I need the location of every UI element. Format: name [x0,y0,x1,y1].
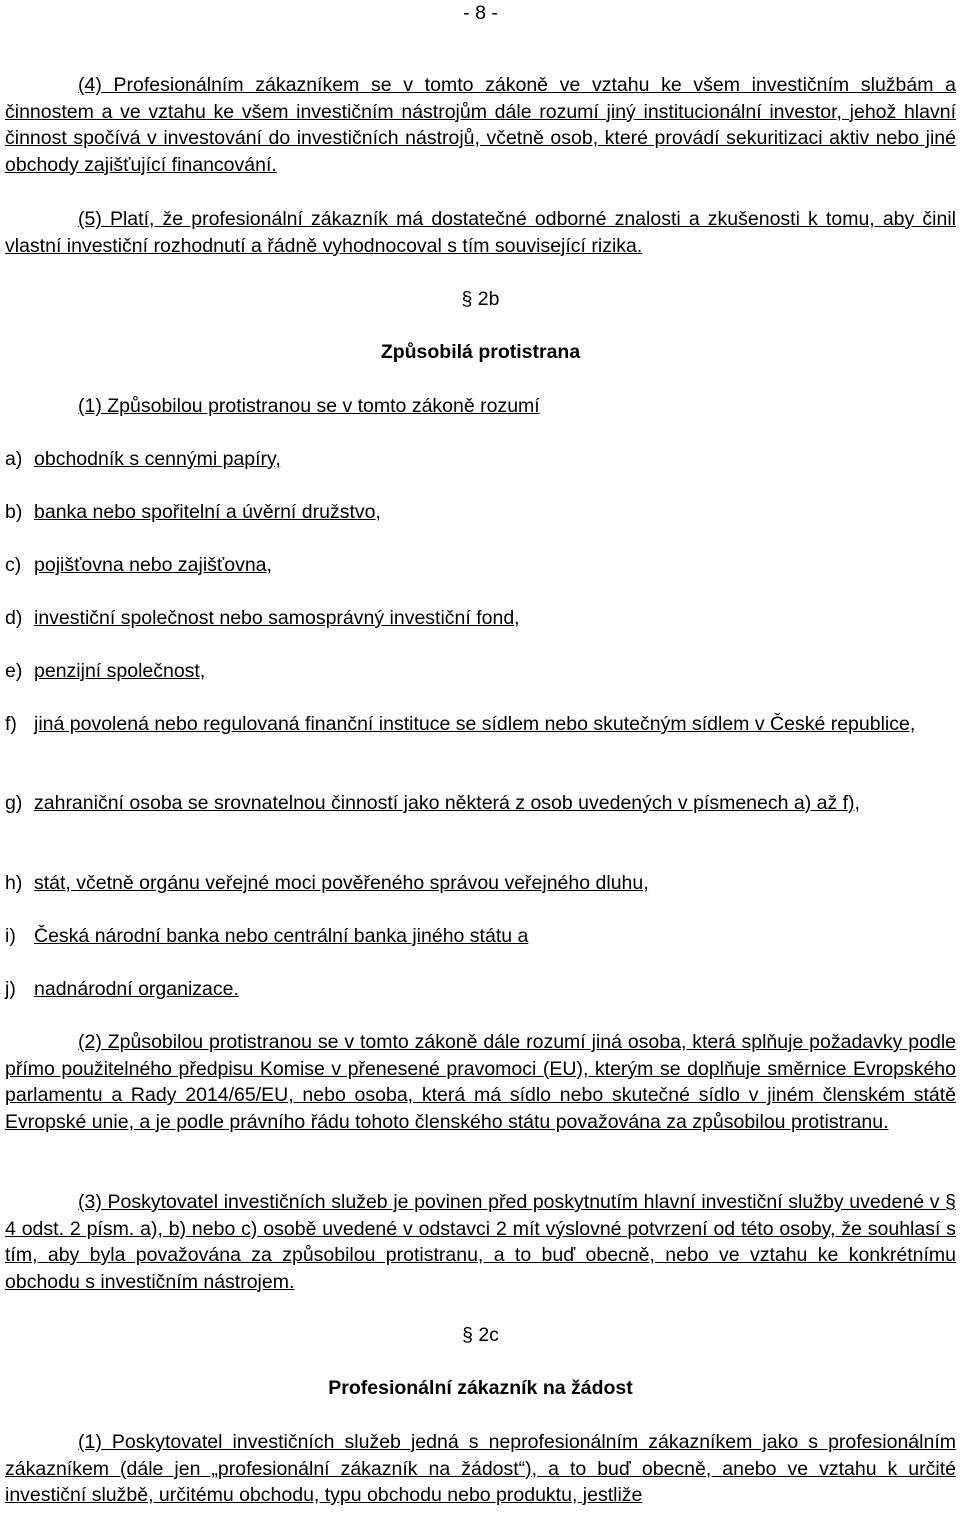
section-2b-intro-text: (1) Způsobilou protistranou se v tomto zákoně rozumí [78,395,540,417]
section-2b-intro [5,393,956,420]
list-item-label: e) [5,660,23,682]
paragraph-4 [5,72,956,178]
list-item-text: jiná povolená nebo regulovaná finanční instituce se sídlem nebo skutečným sídlem v České republice, [34,713,916,735]
section-2b-paragraph-2-text: (2) Způsobilou protistranou se v tomto zákoně dále rozumí jiná osoba, která splňuje požadavky podle přímo použitelného předpisu Komise v přenesené pravomoci (EU), kterým se doplňuje směrnice Evropského parlamentu a Rady 2014/65/EU, nebo osoba, která má sídlo nebo skutečné sídlo v jiném členském státě Evropské unie, a je podle právního řádu tohoto členského státu považována za způsobilou protistranu. [5,1031,956,1133]
section-2b-title: Způsobilá protistrana [380,341,581,363]
section-2c-title: Profesionální zákazník na žádost [328,1377,633,1399]
section-2c-number: § 2c [462,1324,499,1346]
list-item-text: zahraniční osoba se srovnatelnou činností jako některá z osob uvedených v písmenech a) až f), [34,792,860,814]
list-item-label: j) [5,978,16,1000]
list-item [5,552,956,579]
section-2b-paragraph-3-text: (3) Poskytovatel investičních služeb je povinen před poskytnutím hlavní investiční služby uvedené v § 4 odst. 2 písm. a), b) nebo c) osobě uvedené v odstavci 2 mít výslovné potvrzení od této osoby, že souhlasí s tím, aby byla považována za způsobilou protistranu, a to buď obecně, nebo ve vztahu ke konkrétnímu obchodu s investičním nástrojem. [5,1191,956,1293]
paragraph-5 [5,206,956,259]
list-item-label: b) [5,501,23,523]
section-2b-number: § 2b [461,288,500,310]
list-item-text: nadnárodní organizace. [34,978,239,1000]
list-item [5,605,956,632]
page-number: - 8 - [463,2,498,24]
list-item-text: obchodník s cennými papíry, [34,448,281,470]
list-item-text: penzijní společnost, [34,660,206,682]
list-item-label: c) [5,554,22,576]
paragraph-4-text: (4) Profesionálním zákazníkem se v tomto zákoně ve vztahu ke všem investičním službám a činnostem a ve vztahu ke všem investičním nástrojům dále rozumí jiný institucionální investor, jehož hlavní činnost spočívá v investování do investičních nástrojů, včetně osob, které provádí sekuritizaci aktiv nebo jiné obchody zajišťující financování. [5,74,956,176]
list-item-text: investiční společnost nebo samosprávný investiční fond, [34,607,520,629]
section-2c-paragraph-1-text: (1) Poskytovatel investičních služeb jedná s neprofesionálním zákazníkem jako s profesionálním zákazníkem (dále jen „profesionální zákazník na žádost“), a to buď obecně, anebo ve vztahu k určité investiční službě, určitému obchodu, typu obchodu nebo produktu, jestliže [5,1431,956,1506]
list-item [5,790,956,817]
list-item-text: banka nebo spořitelní a úvěrní družstvo, [34,501,381,523]
list-item [5,711,956,738]
list-item-label: g) [5,792,23,814]
list-item-label: h) [5,872,23,894]
paragraph-5-text: (5) Platí, že profesionální zákazník má dostatečné odborné znalosti a zkušenosti k tomu, aby činil vlastní investiční rozhodnutí a řádně vyhodnocoval s tím související rizika. [5,208,956,257]
list-item-label: f) [5,713,17,735]
section-2b-paragraph-3 [5,1189,956,1295]
list-item-label: i) [5,925,16,947]
list-item-text: Česká národní banka nebo centrální banka jiného státu a [34,925,529,947]
section-2b-paragraph-2 [5,1029,956,1135]
list-item-label: d) [5,607,23,629]
list-item-text: pojišťovna nebo zajišťovna, [34,554,272,576]
section-2c-paragraph-1 [5,1429,956,1509]
list-item [5,976,956,1003]
list-item [5,499,956,526]
list-item [5,870,956,897]
list-item [5,658,956,685]
list-item [5,923,956,950]
list-item-text: stát, včetně orgánu veřejné moci pověřeného správou veřejného dluhu, [34,872,649,894]
list-item-label: a) [5,448,23,470]
list-item [5,446,956,473]
